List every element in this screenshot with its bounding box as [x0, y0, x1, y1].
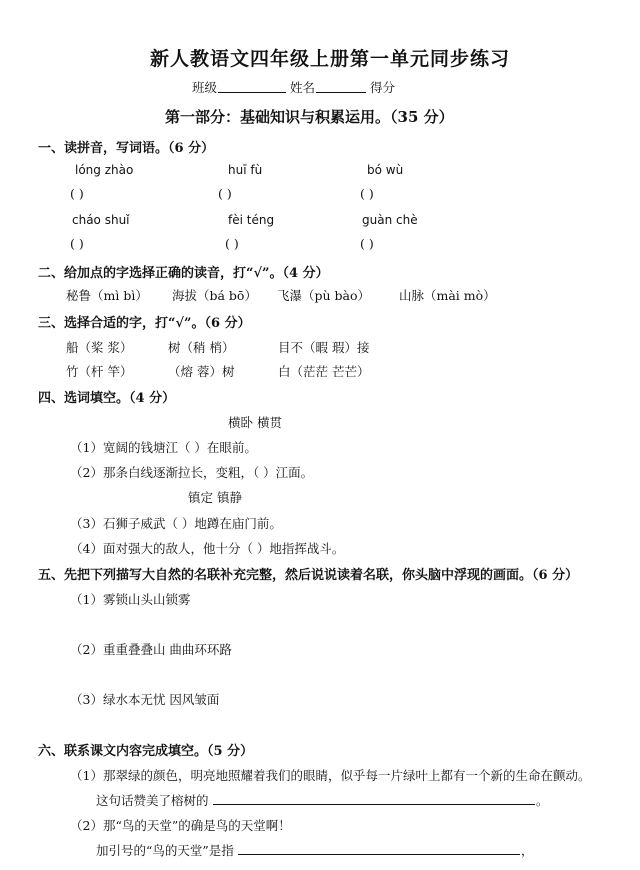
page-title: 新人教语文四年级上册第一单元同步练习 [150, 48, 511, 70]
fill-question[interactable]: （1）宽阔的钱塘江（ ）在眼前。 [70, 440, 257, 455]
answer-blank[interactable]: ( ) [70, 236, 84, 251]
answer-line[interactable] [238, 854, 520, 855]
fill-question[interactable]: （4）面对强大的敌人，他十分（ ）地指挥战斗。 [70, 541, 345, 556]
passage-prompt: 这句话赞美了榕树的 [96, 793, 209, 808]
char-option[interactable]: 竹（杆 竿） [66, 364, 133, 379]
pinyin-item: guàn chè [362, 213, 418, 227]
section3-heading: 三、选择合适的字，打“√”。（6 分） [38, 316, 251, 331]
char-option[interactable]: 树（稍 梢） [168, 340, 235, 355]
section1-heading: 一、读拼音，写词语。（6 分） [38, 141, 215, 156]
section6-heading: 六、联系课文内容完成填空。（5 分） [38, 744, 254, 759]
fill-question[interactable]: （3）石狮子威武（ ）地蹲在庙门前。 [70, 516, 282, 531]
punctuation: 。 [536, 793, 549, 808]
char-option[interactable]: 目不（暇 瑕）接 [278, 340, 370, 355]
reading-option[interactable]: 飞瀑（pù bào） [277, 288, 371, 303]
answer-blank[interactable]: ( ) [360, 236, 374, 251]
section5-heading: 五、先把下列描写大自然的名联补充完整，然后说说读着名联，你头脑中浮现的画面。（6 分） [38, 568, 579, 583]
answer-line[interactable] [213, 804, 535, 805]
reading-option[interactable]: 山脉（mài mò） [399, 288, 496, 303]
punctuation: ， [521, 843, 534, 858]
answer-blank[interactable]: ( ) [360, 186, 374, 201]
pinyin-item: lóng zhào [75, 163, 134, 177]
passage-question: （1）那翠绿的颜色，明亮地照耀着我们的眼睛，似乎每一片绿叶上都有一个新的生命在颤动。 [70, 768, 591, 783]
pinyin-item: huī fù [228, 163, 263, 177]
score-label: 得分 [370, 80, 396, 95]
char-option[interactable]: 白（茫茫 芒芒） [278, 364, 370, 379]
word-choices: 横卧 横贯 [228, 415, 282, 430]
reading-option[interactable]: 海拔（bá bō） [172, 288, 257, 303]
answer-blank[interactable]: ( ) [218, 186, 232, 201]
reading-option[interactable]: 秘鲁（mì bì） [66, 288, 148, 303]
couplet-question[interactable]: （2）重重叠叠山 曲曲环环路 [70, 642, 232, 657]
couplet-question[interactable]: （1）雾锁山头山锁雾 [70, 592, 191, 607]
char-option[interactable]: （熔 蓉）树 [168, 364, 235, 379]
passage-question: （2）那“鸟的天堂”的确是鸟的天堂啊！ [70, 818, 291, 833]
char-option[interactable]: 船（桨 浆） [66, 340, 133, 355]
section4-heading: 四、选词填空。（4 分） [38, 391, 176, 406]
answer-blank[interactable]: ( ) [225, 236, 239, 251]
class-label: 班级 [192, 80, 218, 95]
passage-prompt: 加引号的“鸟的天堂”是指 [96, 843, 234, 858]
part1-heading: 第一部分：基础知识与积累运用。（35 分） [165, 108, 454, 126]
answer-blank[interactable]: ( ) [70, 186, 84, 201]
couplet-question[interactable]: （3）绿水本无忧 因风皱面 [70, 692, 220, 707]
name-blank[interactable] [316, 92, 366, 93]
pinyin-item: fèi téng [228, 213, 275, 227]
section2-heading: 二、给加点的字选择正确的读音，打“√”。（4 分） [38, 266, 329, 281]
fill-question[interactable]: （2）那条白线逐渐拉长，变粗，（ ）江面。 [70, 465, 314, 480]
class-blank[interactable] [218, 92, 286, 93]
word-choices: 镇定 镇静 [188, 490, 242, 505]
pinyin-item: bó wù [367, 163, 404, 177]
pinyin-item: cháo shuǐ [72, 213, 130, 227]
name-label: 姓名 [290, 80, 316, 95]
